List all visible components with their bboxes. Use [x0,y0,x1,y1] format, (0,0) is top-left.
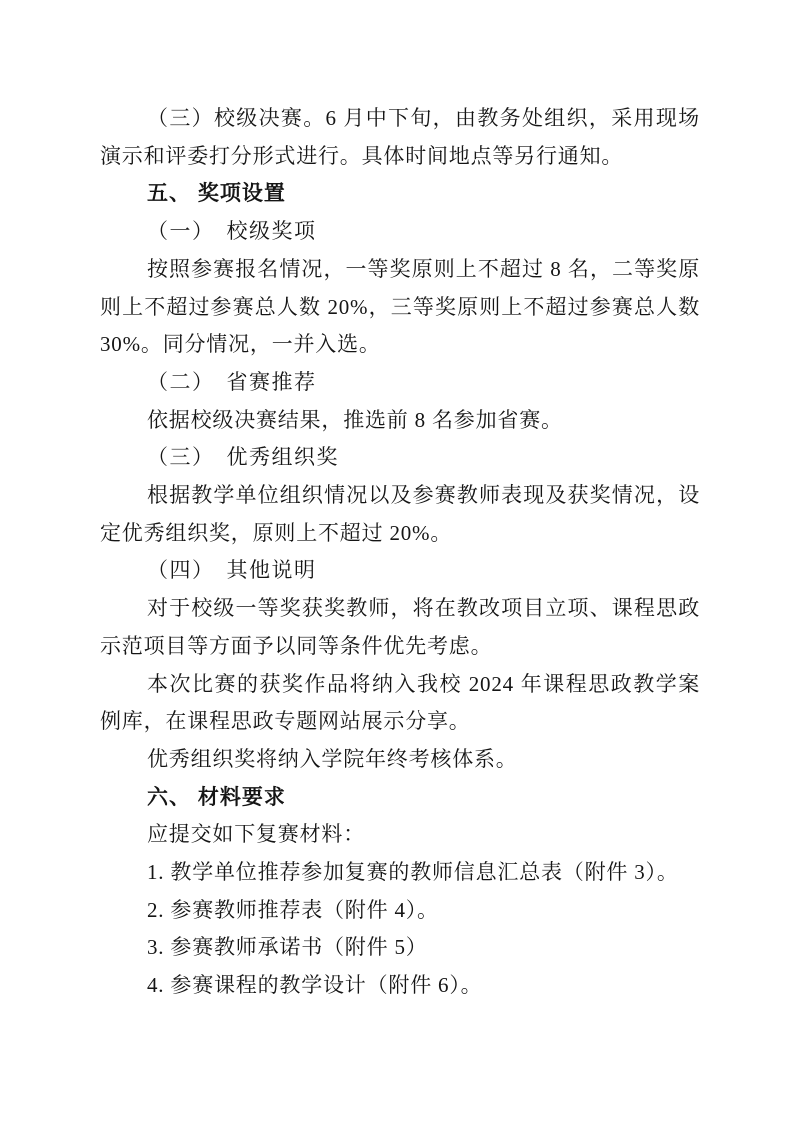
para-school-final-round: （三）校级决赛。6 月中下旬，由教务处组织，采用现场演示和评委打分形式进行。具体时间地点等另行通知。 [100,106,700,168]
list-item-4-teaching-design: 4. 参赛课程的教学设计（附件 6）。 [147,973,483,998]
subheading-2-provincial-recommendation: （二） 省赛推荐 [147,369,317,394]
para-provincial-recommendation: 依据校级决赛结果，推选前 8 名参加省赛。 [147,407,563,432]
heading-section-6-materials: 六、 材料要求 [147,785,286,809]
para-materials-intro: 应提交如下复赛材料： [147,822,365,847]
list-item-1-teacher-summary-table: 1. 教学单位推荐参加复赛的教师信息汇总表（附件 3）。 [147,860,679,885]
heading-section-5-awards: 五、 奖项设置 [147,182,286,206]
para-school-award-quota: 按照参赛报名情况，一等奖原则上不超过 8 名，二等奖原则上不超过参赛总人数 20%，三等奖原则上不超过参赛总人数 30%。同分情况，一并入选。 [100,256,700,357]
list-item-2-recommendation-form: 2. 参赛教师推荐表（附件 4）。 [147,897,439,922]
para-excellent-organization-quota: 根据教学单位组织情况以及参赛教师表现及获奖情况，设定优秀组织奖，原则上不超过 20%。 [100,483,700,545]
para-year-end-assessment: 优秀组织奖将纳入学院年终考核体系。 [147,746,518,771]
list-item-3-commitment-letter: 3. 参赛教师承诺书（附件 5） [147,935,428,960]
document-content [100,100,700,1005]
subheading-4-other-notes: （四） 其他说明 [147,558,317,583]
para-first-prize-priority: 对于校级一等奖获奖教师，将在教改项目立项、课程思政示范项目等方面予以同等条件优先考虑。 [100,596,700,658]
para-case-library: 本次比赛的获奖作品将纳入我校 2024 年课程思政教学案例库，在课程思政专题网站展示分享。 [100,671,700,734]
subheading-1-school-awards: （一） 校级奖项 [147,219,317,244]
subheading-3-excellent-organization-award: （三） 优秀组织奖 [147,445,339,470]
